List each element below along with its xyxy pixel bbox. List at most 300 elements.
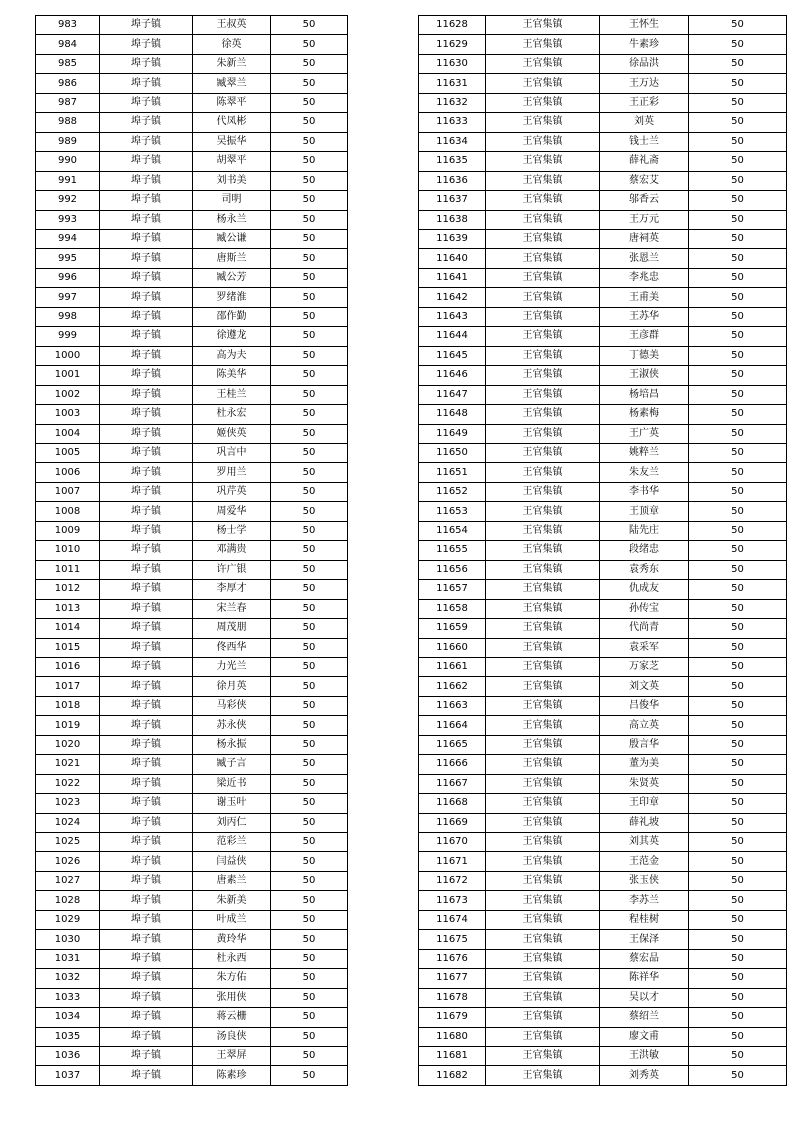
amount-cell: 50 (271, 910, 348, 929)
table-row (419, 327, 787, 346)
town-cell: 埠子镇 (100, 541, 193, 560)
town-cell: 王官集镇 (486, 113, 600, 132)
row-number-cell: 984 (36, 35, 100, 54)
table-row (36, 833, 348, 852)
amount-cell: 50 (689, 910, 787, 929)
town-cell: 王官集镇 (486, 346, 600, 365)
town-cell: 王官集镇 (486, 307, 600, 326)
name-cell: 邵作勤 (193, 307, 271, 326)
name-cell: 杨素梅 (600, 405, 689, 424)
table-row (36, 813, 348, 832)
amount-cell: 50 (689, 794, 787, 813)
amount-cell: 50 (271, 891, 348, 910)
town-cell: 王官集镇 (486, 949, 600, 968)
amount-cell: 50 (271, 1027, 348, 1046)
row-number-cell: 1012 (36, 580, 100, 599)
name-cell: 汤良侠 (193, 1027, 271, 1046)
name-cell: 董为美 (600, 755, 689, 774)
table-row (419, 871, 787, 890)
name-cell: 王甫美 (600, 288, 689, 307)
table-row (36, 560, 348, 579)
amount-cell: 50 (271, 677, 348, 696)
left-roster-body (36, 16, 348, 1086)
row-number-cell: 1009 (36, 521, 100, 540)
name-cell: 黄玲华 (193, 930, 271, 949)
town-cell: 王官集镇 (486, 755, 600, 774)
table-row (419, 113, 787, 132)
row-number-cell: 992 (36, 191, 100, 210)
table-row (419, 657, 787, 676)
amount-cell: 50 (689, 210, 787, 229)
row-number-cell: 995 (36, 249, 100, 268)
town-cell: 埠子镇 (100, 385, 193, 404)
left-roster-table (35, 15, 348, 1086)
town-cell: 王官集镇 (486, 249, 600, 268)
row-number-cell: 1031 (36, 949, 100, 968)
row-number-cell: 11652 (419, 482, 486, 501)
amount-cell: 50 (689, 16, 787, 35)
town-cell: 埠子镇 (100, 54, 193, 73)
town-cell: 埠子镇 (100, 949, 193, 968)
name-cell: 代凤彬 (193, 113, 271, 132)
amount-cell: 50 (689, 657, 787, 676)
table-row (419, 910, 787, 929)
amount-cell: 50 (689, 1066, 787, 1085)
table-row (36, 268, 348, 287)
table-row (419, 152, 787, 171)
town-cell: 埠子镇 (100, 74, 193, 93)
amount-cell: 50 (271, 268, 348, 287)
row-number-cell: 11668 (419, 794, 486, 813)
row-number-cell: 11658 (419, 599, 486, 618)
town-cell: 埠子镇 (100, 210, 193, 229)
name-cell: 张玉侠 (600, 871, 689, 890)
name-cell: 王彦群 (600, 327, 689, 346)
name-cell: 吴以才 (600, 988, 689, 1007)
amount-cell: 50 (689, 443, 787, 462)
name-cell: 李书华 (600, 482, 689, 501)
amount-cell: 50 (271, 171, 348, 190)
row-number-cell: 1032 (36, 969, 100, 988)
town-cell: 埠子镇 (100, 794, 193, 813)
row-number-cell: 1006 (36, 463, 100, 482)
row-number-cell: 997 (36, 288, 100, 307)
table-row (419, 249, 787, 268)
row-number-cell: 11672 (419, 871, 486, 890)
table-row (419, 891, 787, 910)
row-number-cell: 11632 (419, 93, 486, 112)
amount-cell: 50 (689, 385, 787, 404)
row-number-cell: 1022 (36, 774, 100, 793)
amount-cell: 50 (689, 541, 787, 560)
name-cell: 许广银 (193, 560, 271, 579)
amount-cell: 50 (689, 502, 787, 521)
table-row (419, 132, 787, 151)
town-cell: 王官集镇 (486, 385, 600, 404)
town-cell: 埠子镇 (100, 638, 193, 657)
row-number-cell: 1008 (36, 502, 100, 521)
name-cell: 陈素珍 (193, 1066, 271, 1085)
amount-cell: 50 (271, 307, 348, 326)
town-cell: 埠子镇 (100, 463, 193, 482)
amount-cell: 50 (689, 191, 787, 210)
amount-cell: 50 (689, 852, 787, 871)
name-cell: 巩芹英 (193, 482, 271, 501)
row-number-cell: 1016 (36, 657, 100, 676)
name-cell: 杨永振 (193, 735, 271, 754)
row-number-cell: 1007 (36, 482, 100, 501)
table-row (36, 580, 348, 599)
name-cell: 刘英 (600, 113, 689, 132)
amount-cell: 50 (689, 580, 787, 599)
table-row (36, 346, 348, 365)
amount-cell: 50 (271, 813, 348, 832)
row-number-cell: 1019 (36, 716, 100, 735)
amount-cell: 50 (689, 1008, 787, 1027)
table-row (419, 541, 787, 560)
amount-cell: 50 (689, 54, 787, 73)
name-cell: 臧子言 (193, 755, 271, 774)
row-number-cell: 1020 (36, 735, 100, 754)
amount-cell: 50 (689, 1047, 787, 1066)
name-cell: 王正彩 (600, 93, 689, 112)
town-cell: 埠子镇 (100, 424, 193, 443)
amount-cell: 50 (271, 16, 348, 35)
row-number-cell: 11675 (419, 930, 486, 949)
amount-cell: 50 (689, 521, 787, 540)
town-cell: 王官集镇 (486, 405, 600, 424)
name-cell: 罗用兰 (193, 463, 271, 482)
town-cell: 王官集镇 (486, 1047, 600, 1066)
name-cell: 代尚青 (600, 619, 689, 638)
name-cell: 杜永西 (193, 949, 271, 968)
name-cell: 闫益侠 (193, 852, 271, 871)
table-row (419, 171, 787, 190)
table-row (419, 969, 787, 988)
row-number-cell: 1021 (36, 755, 100, 774)
name-cell: 殷言华 (600, 735, 689, 754)
row-number-cell: 11650 (419, 443, 486, 462)
amount-cell: 50 (689, 346, 787, 365)
table-row (419, 424, 787, 443)
amount-cell: 50 (689, 327, 787, 346)
town-cell: 埠子镇 (100, 93, 193, 112)
table-row (36, 910, 348, 929)
amount-cell: 50 (271, 482, 348, 501)
row-number-cell: 1018 (36, 696, 100, 715)
row-number-cell: 1015 (36, 638, 100, 657)
table-row (36, 1066, 348, 1085)
amount-cell: 50 (689, 638, 787, 657)
amount-cell: 50 (271, 619, 348, 638)
table-row (419, 638, 787, 657)
amount-cell: 50 (271, 988, 348, 1007)
town-cell: 埠子镇 (100, 132, 193, 151)
town-cell: 王官集镇 (486, 891, 600, 910)
amount-cell: 50 (271, 366, 348, 385)
amount-cell: 50 (271, 385, 348, 404)
name-cell: 刘丙仁 (193, 813, 271, 832)
row-number-cell: 1010 (36, 541, 100, 560)
table-row (36, 54, 348, 73)
row-number-cell: 993 (36, 210, 100, 229)
table-row (36, 599, 348, 618)
amount-cell: 50 (271, 696, 348, 715)
amount-cell: 50 (271, 346, 348, 365)
table-row (419, 1027, 787, 1046)
table-row (36, 521, 348, 540)
amount-cell: 50 (271, 113, 348, 132)
name-cell: 徐英 (193, 35, 271, 54)
amount-cell: 50 (689, 813, 787, 832)
name-cell: 姬侠英 (193, 424, 271, 443)
row-number-cell: 11667 (419, 774, 486, 793)
town-cell: 埠子镇 (100, 852, 193, 871)
row-number-cell: 1035 (36, 1027, 100, 1046)
row-number-cell: 1027 (36, 871, 100, 890)
row-number-cell: 11681 (419, 1047, 486, 1066)
name-cell: 王保泽 (600, 930, 689, 949)
town-cell: 王官集镇 (486, 774, 600, 793)
row-number-cell: 11649 (419, 424, 486, 443)
name-cell: 杨永兰 (193, 210, 271, 229)
town-cell: 王官集镇 (486, 619, 600, 638)
town-cell: 埠子镇 (100, 1008, 193, 1027)
name-cell: 杜永宏 (193, 405, 271, 424)
table-row (36, 930, 348, 949)
town-cell: 王官集镇 (486, 638, 600, 657)
row-number-cell: 11677 (419, 969, 486, 988)
table-row (36, 191, 348, 210)
table-row (419, 677, 787, 696)
name-cell: 朱贤英 (600, 774, 689, 793)
table-row (419, 210, 787, 229)
amount-cell: 50 (271, 502, 348, 521)
table-row (36, 696, 348, 715)
table-row (36, 1027, 348, 1046)
town-cell: 王官集镇 (486, 910, 600, 929)
table-row (36, 152, 348, 171)
name-cell: 周爱华 (193, 502, 271, 521)
town-cell: 王官集镇 (486, 93, 600, 112)
table-row (36, 716, 348, 735)
name-cell: 王顶章 (600, 502, 689, 521)
table-row (36, 366, 348, 385)
row-number-cell: 11656 (419, 560, 486, 579)
table-row (36, 638, 348, 657)
town-cell: 埠子镇 (100, 716, 193, 735)
table-row (419, 852, 787, 871)
table-row (419, 463, 787, 482)
amount-cell: 50 (689, 969, 787, 988)
amount-cell: 50 (689, 560, 787, 579)
table-row (419, 443, 787, 462)
name-cell: 张恩兰 (600, 249, 689, 268)
amount-cell: 50 (271, 424, 348, 443)
table-row (36, 229, 348, 248)
town-cell: 埠子镇 (100, 482, 193, 501)
town-cell: 王官集镇 (486, 521, 600, 540)
row-number-cell: 989 (36, 132, 100, 151)
town-cell: 王官集镇 (486, 560, 600, 579)
row-number-cell: 11654 (419, 521, 486, 540)
town-cell: 埠子镇 (100, 910, 193, 929)
amount-cell: 50 (271, 1047, 348, 1066)
amount-cell: 50 (689, 696, 787, 715)
row-number-cell: 11631 (419, 74, 486, 93)
town-cell: 王官集镇 (486, 696, 600, 715)
town-cell: 王官集镇 (486, 599, 600, 618)
town-cell: 埠子镇 (100, 16, 193, 35)
row-number-cell: 1023 (36, 794, 100, 813)
table-row (36, 1047, 348, 1066)
table-row (36, 794, 348, 813)
town-cell: 埠子镇 (100, 327, 193, 346)
town-cell: 王官集镇 (486, 366, 600, 385)
table-row (36, 171, 348, 190)
row-number-cell: 11666 (419, 755, 486, 774)
amount-cell: 50 (689, 424, 787, 443)
amount-cell: 50 (689, 229, 787, 248)
town-cell: 埠子镇 (100, 171, 193, 190)
name-cell: 陈祥华 (600, 969, 689, 988)
name-cell: 刘其英 (600, 833, 689, 852)
row-number-cell: 11643 (419, 307, 486, 326)
town-cell: 王官集镇 (486, 871, 600, 890)
name-cell: 徐品洪 (600, 54, 689, 73)
amount-cell: 50 (271, 132, 348, 151)
town-cell: 王官集镇 (486, 288, 600, 307)
table-row (419, 1008, 787, 1027)
amount-cell: 50 (689, 171, 787, 190)
town-cell: 王官集镇 (486, 210, 600, 229)
row-number-cell: 1025 (36, 833, 100, 852)
table-row (419, 74, 787, 93)
name-cell: 王桂兰 (193, 385, 271, 404)
table-row (36, 113, 348, 132)
town-cell: 王官集镇 (486, 794, 600, 813)
amount-cell: 50 (689, 132, 787, 151)
row-number-cell: 11635 (419, 152, 486, 171)
row-number-cell: 996 (36, 268, 100, 287)
amount-cell: 50 (271, 657, 348, 676)
name-cell: 杨士学 (193, 521, 271, 540)
table-row (419, 988, 787, 1007)
amount-cell: 50 (689, 249, 787, 268)
row-number-cell: 11673 (419, 891, 486, 910)
amount-cell: 50 (689, 871, 787, 890)
amount-cell: 50 (689, 463, 787, 482)
name-cell: 王洪敏 (600, 1047, 689, 1066)
name-cell: 陈翠平 (193, 93, 271, 112)
name-cell: 范彩兰 (193, 833, 271, 852)
name-cell: 叶成兰 (193, 910, 271, 929)
table-row (419, 229, 787, 248)
name-cell: 王万达 (600, 74, 689, 93)
name-cell: 唐素兰 (193, 871, 271, 890)
name-cell: 蔡绍兰 (600, 1008, 689, 1027)
name-cell: 万家芝 (600, 657, 689, 676)
amount-cell: 50 (271, 541, 348, 560)
town-cell: 埠子镇 (100, 755, 193, 774)
row-number-cell: 985 (36, 54, 100, 73)
row-number-cell: 11639 (419, 229, 486, 248)
town-cell: 王官集镇 (486, 735, 600, 754)
name-cell: 程桂树 (600, 910, 689, 929)
name-cell: 王怀生 (600, 16, 689, 35)
row-number-cell: 11660 (419, 638, 486, 657)
row-number-cell: 1003 (36, 405, 100, 424)
name-cell: 唐祠英 (600, 229, 689, 248)
table-row (36, 735, 348, 754)
name-cell: 刘文英 (600, 677, 689, 696)
table-row (419, 502, 787, 521)
row-number-cell: 1036 (36, 1047, 100, 1066)
row-number-cell: 1000 (36, 346, 100, 365)
town-cell: 埠子镇 (100, 657, 193, 676)
row-number-cell: 990 (36, 152, 100, 171)
name-cell: 吕俊华 (600, 696, 689, 715)
town-cell: 埠子镇 (100, 988, 193, 1007)
name-cell: 李厚才 (193, 580, 271, 599)
name-cell: 朱新兰 (193, 54, 271, 73)
amount-cell: 50 (689, 366, 787, 385)
town-cell: 王官集镇 (486, 813, 600, 832)
table-row (419, 307, 787, 326)
table-row (419, 521, 787, 540)
table-row (36, 288, 348, 307)
row-number-cell: 1005 (36, 443, 100, 462)
town-cell: 埠子镇 (100, 560, 193, 579)
row-number-cell: 11659 (419, 619, 486, 638)
name-cell: 王范金 (600, 852, 689, 871)
amount-cell: 50 (689, 891, 787, 910)
name-cell: 李兆忠 (600, 268, 689, 287)
right-roster-table (418, 15, 787, 1086)
town-cell: 王官集镇 (486, 54, 600, 73)
table-row (419, 191, 787, 210)
table-row (419, 794, 787, 813)
row-number-cell: 1011 (36, 560, 100, 579)
amount-cell: 50 (271, 735, 348, 754)
town-cell: 王官集镇 (486, 16, 600, 35)
name-cell: 臧公芳 (193, 268, 271, 287)
row-number-cell: 11662 (419, 677, 486, 696)
amount-cell: 50 (271, 463, 348, 482)
town-cell: 埠子镇 (100, 113, 193, 132)
amount-cell: 50 (271, 638, 348, 657)
amount-cell: 50 (271, 930, 348, 949)
row-number-cell: 987 (36, 93, 100, 112)
name-cell: 牛素珍 (600, 35, 689, 54)
name-cell: 唐斯兰 (193, 249, 271, 268)
name-cell: 袁采军 (600, 638, 689, 657)
town-cell: 埠子镇 (100, 268, 193, 287)
town-cell: 王官集镇 (486, 657, 600, 676)
town-cell: 王官集镇 (486, 930, 600, 949)
town-cell: 埠子镇 (100, 677, 193, 696)
row-number-cell: 11653 (419, 502, 486, 521)
amount-cell: 50 (271, 755, 348, 774)
row-number-cell: 11665 (419, 735, 486, 754)
row-number-cell: 11657 (419, 580, 486, 599)
town-cell: 埠子镇 (100, 696, 193, 715)
row-number-cell: 1029 (36, 910, 100, 929)
town-cell: 王官集镇 (486, 716, 600, 735)
town-cell: 埠子镇 (100, 152, 193, 171)
town-cell: 埠子镇 (100, 229, 193, 248)
amount-cell: 50 (689, 1027, 787, 1046)
